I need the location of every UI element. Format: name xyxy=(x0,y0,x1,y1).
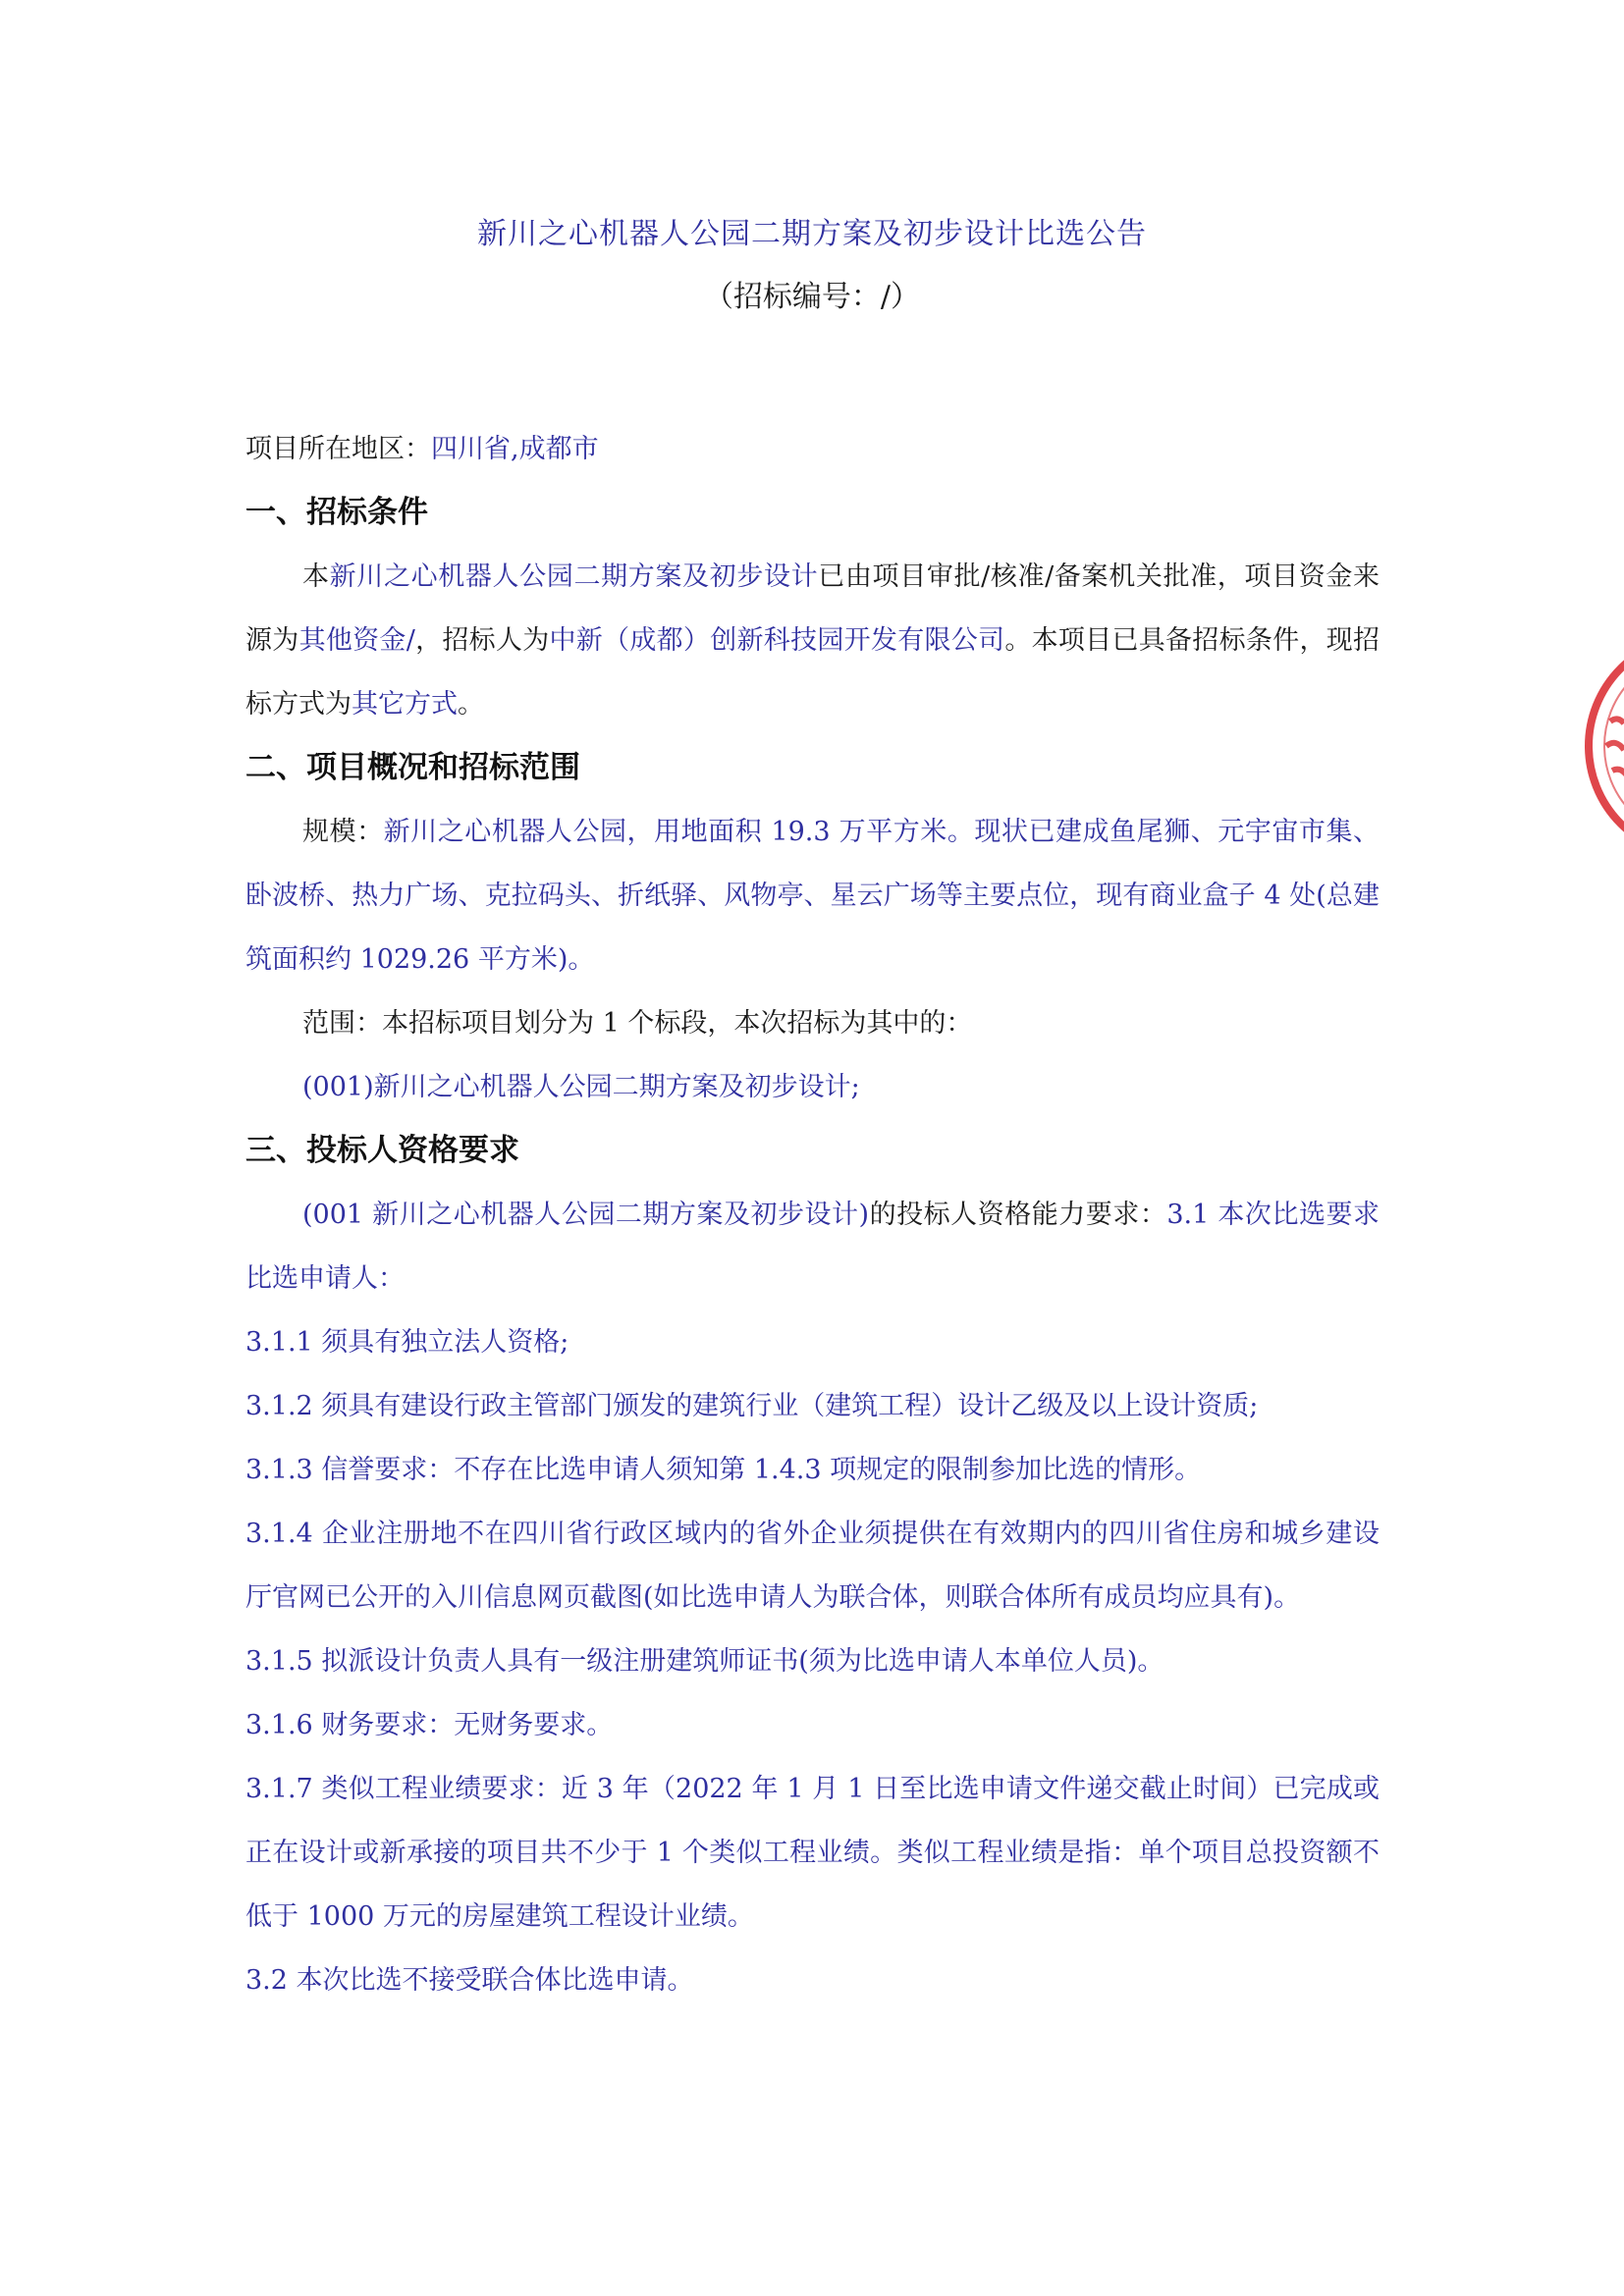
section-heading-3: 三、投标人资格要求 xyxy=(245,1133,519,1168)
lot-reference: (001 新川之心机器人公园二期方案及初步设计) xyxy=(302,1200,870,1230)
fund-source: 其他资金/ xyxy=(298,625,415,656)
text-run: 的投标人资格能力要求： xyxy=(869,1200,1167,1230)
text-run: 本 xyxy=(302,561,330,592)
requirement-item: 3.1.3 信誉要求：不存在比选申请人须知第 1.4.3 项规定的限制参加比选的情形。 xyxy=(245,1455,1202,1485)
requirement-item: 3.1.4 企业注册地不在四川省行政区域内的省外企业须提供在有效期内的四川省住房和城乡建设厅官网已公开的入川信息网页截图(如比选申请人为联合体，则联合体所有成员均应具有)。 xyxy=(245,1519,1380,1613)
scale-text: 新川之心机器人公园，用地面积 19.3 万平方米。现状已建成鱼尾狮、元宇宙市集、卧波桥、热力广场、克拉码头、折纸驿、风物亭、星云广场等主要点位，现有商业盒子 4 处(总建筑面积约 1029.26 平方米)。 xyxy=(245,817,1380,975)
page-subtitle: （招标编号：/） xyxy=(703,280,921,314)
official-seal-stamp xyxy=(1581,628,1624,864)
requirement-item: 3.1.7 类似工程业绩要求：近 3 年（2022 年 1 月 1 日至比选申请文件递交截止时间）已完成或正在设计或新承接的项目共不少于 1 个类似工程业绩。类似工程业绩是指：单个项目总投资额不低于 1000 万元的房屋建筑工程设计业绩。 xyxy=(245,1774,1380,1932)
section-1-paragraph xyxy=(245,545,1380,736)
lot-line: (001)新川之心机器人公园二期方案及初步设计; xyxy=(302,1072,860,1102)
location-label: 项目所在地区： xyxy=(245,434,431,464)
document-body xyxy=(245,417,1380,2012)
text-run: 。本项目已具备招标条件，现招标方式为 xyxy=(245,625,1380,720)
location-value: 四川省,成都市 xyxy=(431,434,599,464)
requirement-item: 3.1.2 须具有建设行政主管部门颁发的建筑行业（建筑工程）设计乙级及以上设计资质; xyxy=(245,1391,1259,1421)
qualification-intro xyxy=(245,1183,1380,1310)
range-paragraph: 范围：本招标项目划分为 1 个标段，本次招标为其中的： xyxy=(302,1008,973,1039)
location-line xyxy=(245,417,1380,481)
requirement-item: 3.1.6 财务要求：无财务要求。 xyxy=(245,1710,614,1740)
tenderer-name: 中新（成都）创新科技园开发有限公司 xyxy=(549,625,1005,656)
requirement-item: 3.1.5 拟派设计负责人具有一级注册建筑师证书(须为比选申请人本单位人员)。 xyxy=(245,1646,1164,1677)
scale-label: 规模： xyxy=(302,817,384,847)
text-run: 。 xyxy=(458,689,484,720)
tender-method: 其它方式 xyxy=(352,689,458,720)
page-title: 新川之心机器人公园二期方案及初步设计比选公告 xyxy=(477,217,1147,251)
text-run: ，招标人为 xyxy=(414,625,550,656)
requirement-item: 3.1.1 须具有独立法人资格; xyxy=(245,1327,569,1358)
section-heading-2: 二、项目概况和招标范围 xyxy=(245,750,580,785)
requirement-intro: 3.1 本次比选要求比选申请人： xyxy=(245,1200,1380,1294)
scale-paragraph xyxy=(245,800,1380,991)
text-run: 已由项目审批/核准/备案机关批准，项目资金来源为 xyxy=(245,561,1380,656)
section-heading-1: 一、招标条件 xyxy=(245,495,428,530)
requirement-item: 3.2 本次比选不接受联合体比选申请。 xyxy=(245,1965,694,1996)
project-name: 新川之心机器人公园二期方案及初步设计 xyxy=(329,561,819,592)
